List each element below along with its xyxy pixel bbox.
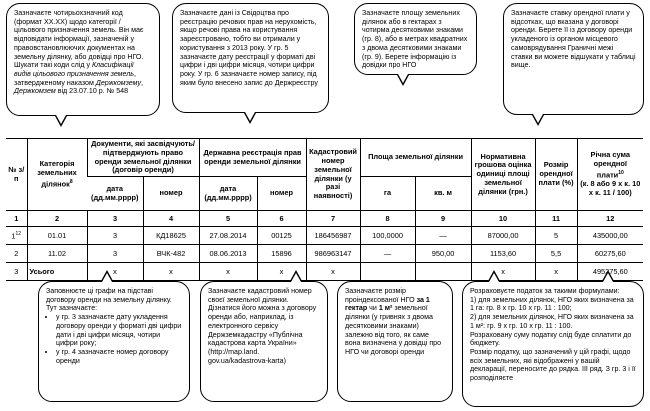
header-category: Категорія земельних ділянок$^8$ (27, 139, 87, 211)
cell-sqm: 950,00 (415, 245, 471, 263)
cell-row-number: $1^{12}$ (6, 227, 27, 245)
cell-hectares: 100,0000 (360, 227, 415, 245)
col-number: 1 (6, 211, 27, 227)
callout-formula-tail (602, 270, 614, 281)
header-lease-docs: Документи, які засвідчують/ підтверджують право оренди земельної ділянки (договір оренди) (87, 139, 199, 177)
callout-rate-text: Зазначаєте ставку орендної плати у відсотках, що вказана у договорі оренди. Берете її із договору оренди укладеного із органом місцевого самоврядування Граничні межі ставки ви можете відшукати у таблиці вище. (511, 9, 636, 70)
callout-rate-tail (532, 115, 544, 126)
callout-ngo-text: Зазначаєте розмір проіндексованої НГО за 1 гектар чи 1 м² земельної ділянки (у гривнях з двома десятковими знаками) залежно від того, як саме вона визначена у довідці про НГО чи договорі оренди (345, 287, 442, 356)
header-hectares: га (360, 177, 415, 211)
cell-reg-date: х (199, 263, 257, 281)
cell-ngo: 87000,00 (471, 227, 535, 245)
callout-registration-tail (244, 113, 256, 124)
callout-cadastral-tail (290, 270, 302, 281)
table-row (6, 227, 643, 245)
header-sqm: кв. м (415, 177, 471, 211)
callout-cadastral-text: Зазначаєте кадастровий номер своєї земельної ділянки. Дізнатися його можна з договору оренди або, наприклад, із електронного сервісу Держземкадастру «Публічна кадастрова карта України» (http://map.land. gov.ua/kadastrova-karta) (208, 287, 317, 365)
callout-lease-docs-intro: Заповнюєте ці графи на підставі договору оренди на земельну ділянку. Тут зазначаєте: (46, 287, 172, 313)
callout-lease-docs-item: • у гр. 4 зазначаєте номер договору оренди (56, 348, 182, 365)
callout-category-code-text: Зазначаєте чотирьохзначний код (формат ХХ.ХХ) щодо категорії / цільового призначення земель. Він має відповідати інформації, зазначеній у правовстановлюючих документах на земельну ділянку, або довідці про НГО. Шукати такі коди слід у Класифікації видів цільового призначення земель, затвердженому наказом Держкомзему, Держкомзем від 23.07.10 р. № 548 (14, 9, 144, 96)
col-number: 11 (535, 211, 577, 227)
callout-category-code (6, 3, 160, 116)
callout-formula (462, 281, 644, 407)
cell-hectares: — (360, 245, 415, 263)
cell-doc-number: КД18625 (143, 227, 199, 245)
callout-registration-text: Зазначаєте дані із Свідоцтва про реєстрацію речових прав на нерухомість, якщо речові права на користування зареєстровано, тобто ви отримали у користування з 2013 року. У гр. 5 зазначаєте дату реєстрації у форматі дві цифри і дві цифри місяця, чотири цифри року. У гр. 6 зазначаєте номер запису, під яким було внесено запис до Держреєстру (180, 9, 318, 87)
callout-area-text: Зазначаєте площу земельних ділянок або в гектарах з чотирма десятковими знаками (гр. 8), або в метрах квадратних з двома десятковими знаками (гр. 9). Берете інформацію із довідки про НГО (362, 9, 468, 70)
cell-category: 11.02 (27, 245, 87, 263)
callout-area-tail (397, 75, 409, 86)
header-doc-number: номер (143, 177, 199, 211)
cell-hectares (360, 263, 415, 281)
cell-category: 01.01 (27, 227, 87, 245)
cell-row-number: 3 (6, 263, 27, 281)
cell-rate: 5 (535, 227, 577, 245)
header-area: Площа земельної ділянки (360, 139, 471, 177)
cell-reg-number: 00125 (257, 227, 306, 245)
callout-lease-docs (38, 281, 190, 402)
cell-annual-sum: 495275,60 (577, 263, 643, 281)
cell-reg-number: х (257, 263, 306, 281)
cell-rate: 5,5 (535, 245, 577, 263)
callout-formula-line: Розраховану суму податку слід буде сплатити до бюджету. (470, 330, 632, 348)
cell-cadastral: 986963147 (306, 245, 360, 263)
cell-sqm: — (415, 227, 471, 245)
callout-category-code-tail (55, 116, 67, 127)
cell-doc-date: х (87, 263, 143, 281)
cell-reg-date: 27.08.2014 (199, 227, 257, 245)
header-reg-number: номер (257, 177, 306, 211)
callout-ngo (337, 281, 453, 402)
table-row (6, 245, 643, 263)
cell-row-number: 2 (6, 245, 27, 263)
col-number: 12 (577, 211, 643, 227)
column-numbers-row (6, 211, 643, 227)
col-number: 2 (27, 211, 87, 227)
callout-rate (503, 3, 644, 115)
cell-cadastral: 186456987 (306, 227, 360, 245)
cell-annual-sum: 60275,60 (577, 245, 643, 263)
callout-ngo-tail (488, 270, 500, 281)
callout-lease-docs-item: • у гр. 3 зазначаєте дату укладення договору оренди у форматі дві цифри дати і дві цифри місяця, чотири цифри року; (56, 313, 182, 348)
callout-area (354, 3, 477, 75)
header-reg-date: дата (дд.мм.рррр) (199, 177, 257, 211)
col-number: 6 (257, 211, 306, 227)
cell-cadastral: х (306, 263, 360, 281)
header-state-registration: Державна реєстрація прав оренди земельної ділянки (199, 139, 306, 177)
header-annual-sum: Річна сума орендної плати$^{10}$ (к. 8 або 9 х к. 10 х к. 11 / 100) (577, 139, 643, 211)
land-lease-table (6, 138, 643, 281)
callout-lease-docs-tail (101, 270, 113, 281)
cell-doc-number: ВЧК-482 (143, 245, 199, 263)
cell-reg-date: 08.06.2013 (199, 245, 257, 263)
callout-formula-line: Розмір податку, що зазначений у цій графі, щодо всіх земельних, які відображені у вашій декларації, переносите до рядка. ІІІ ряд. З гр. 3 і її розподіляєте (470, 347, 636, 383)
cell-doc-date: 3 (87, 245, 143, 263)
col-number: 9 (415, 211, 471, 227)
header-row-number: № з/п (6, 139, 27, 211)
cell-total-label: Усього (27, 263, 87, 281)
col-number: 5 (199, 211, 257, 227)
col-number: 10 (471, 211, 535, 227)
header-rate: Розмір орендної плати (%) (535, 139, 577, 211)
header-doc-date: дата (дд.мм.рррр) (87, 177, 143, 211)
callout-cadastral (200, 281, 328, 402)
header-cadastral: Кадастровий номер земельної ділянки (у разі наявності) (306, 139, 360, 211)
col-number: 4 (143, 211, 199, 227)
callout-formula-line: 2) для земельних ділянок, НГО яких визначена за 1 м²: гр. 9 х гр. 10 х гр. 11 : 100. (470, 313, 634, 330)
callout-registration (172, 3, 329, 113)
cell-doc-number: х (143, 263, 199, 281)
cell-annual-sum: 435000,00 (577, 227, 643, 245)
col-number: 7 (306, 211, 360, 227)
col-number: 8 (360, 211, 415, 227)
cell-ngo: х (471, 263, 535, 281)
callout-formula-line: 1) для земельних ділянок, НГО яких визначена за 1 га: гр. 8 х гр. 10 х гр. 11 : 100; (470, 295, 634, 313)
col-number: 3 (87, 211, 143, 227)
cell-reg-number: 15896 (257, 245, 306, 263)
cell-ngo: 1153,60 (471, 245, 535, 263)
callout-formula-line: Розраховуєте податок за такими формулами: (470, 287, 620, 295)
cell-sqm (415, 263, 471, 281)
header-ngo: Нормативна грошова оцінка одиниці площі земельної ділянки (грн.) (471, 139, 535, 211)
cell-doc-date: 3 (87, 227, 143, 245)
cell-rate: х (535, 263, 577, 281)
